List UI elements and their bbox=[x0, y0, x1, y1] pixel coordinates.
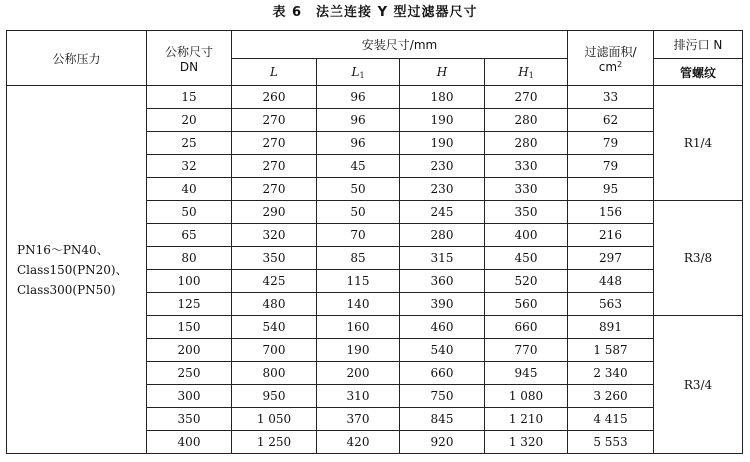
cell-dn: 200 bbox=[147, 339, 232, 362]
cell-area: 563 bbox=[568, 293, 654, 316]
cell-h: 190 bbox=[400, 132, 485, 155]
header-filter-area bbox=[568, 31, 654, 86]
cell-l: 540 bbox=[232, 316, 317, 339]
cell-h1: 770 bbox=[485, 339, 568, 362]
header-filter-area-label: 过滤面积/ bbox=[584, 44, 637, 59]
header-L: L bbox=[232, 59, 317, 86]
cell-dn: 15 bbox=[147, 86, 232, 109]
cell-l1: 96 bbox=[317, 86, 400, 109]
header-drain-thread: 管螺纹 bbox=[654, 59, 743, 86]
cell-h1: 350 bbox=[485, 201, 568, 224]
cell-area: 33 bbox=[568, 86, 654, 109]
cell-area: 1 587 bbox=[568, 339, 654, 362]
cell-l1: 50 bbox=[317, 178, 400, 201]
cell-h1: 280 bbox=[485, 132, 568, 155]
cell-l: 270 bbox=[232, 132, 317, 155]
cell-l: 480 bbox=[232, 293, 317, 316]
cell-l1: 96 bbox=[317, 109, 400, 132]
cell-l1: 50 bbox=[317, 201, 400, 224]
cell-area: 79 bbox=[568, 155, 654, 178]
cell-dn: 40 bbox=[147, 178, 232, 201]
cell-area: 3 260 bbox=[568, 385, 654, 408]
cell-area: 216 bbox=[568, 224, 654, 247]
cell-h: 660 bbox=[400, 362, 485, 385]
cell-dn: 250 bbox=[147, 362, 232, 385]
cell-h1: 945 bbox=[485, 362, 568, 385]
cell-h: 920 bbox=[400, 431, 485, 454]
cell-l1: 140 bbox=[317, 293, 400, 316]
cell-h1: 560 bbox=[485, 293, 568, 316]
cell-h: 280 bbox=[400, 224, 485, 247]
cell-l: 1 050 bbox=[232, 408, 317, 431]
cell-h: 460 bbox=[400, 316, 485, 339]
header-install-size: 安装尺寸/mm bbox=[232, 31, 568, 59]
cell-h: 390 bbox=[400, 293, 485, 316]
cell-h: 750 bbox=[400, 385, 485, 408]
pressure-line: Class150(PN20)、 bbox=[17, 262, 128, 277]
cell-dn: 100 bbox=[147, 270, 232, 293]
cell-l: 425 bbox=[232, 270, 317, 293]
drain-thread-cell: R1/4 bbox=[654, 86, 743, 201]
header-H1: $H_1$ bbox=[485, 59, 568, 86]
cell-h: 245 bbox=[400, 201, 485, 224]
cell-h: 190 bbox=[400, 109, 485, 132]
table-body bbox=[7, 86, 743, 454]
pressure-cell bbox=[7, 86, 147, 454]
drain-thread-cell: R3/8 bbox=[654, 201, 743, 316]
cell-l1: 85 bbox=[317, 247, 400, 270]
cell-dn: 300 bbox=[147, 385, 232, 408]
cell-area: 297 bbox=[568, 247, 654, 270]
cell-h: 845 bbox=[400, 408, 485, 431]
cell-l1: 200 bbox=[317, 362, 400, 385]
cell-h1: 1 320 bbox=[485, 431, 568, 454]
cell-l: 270 bbox=[232, 178, 317, 201]
cell-h1: 280 bbox=[485, 109, 568, 132]
cell-l: 950 bbox=[232, 385, 317, 408]
cell-h1: 660 bbox=[485, 316, 568, 339]
header-filter-area-unit: $cm^2$ bbox=[598, 59, 623, 74]
cell-dn: 80 bbox=[147, 247, 232, 270]
cell-dn: 125 bbox=[147, 293, 232, 316]
cell-dn: 32 bbox=[147, 155, 232, 178]
cell-l: 800 bbox=[232, 362, 317, 385]
pressure-line: Class300(PN50) bbox=[17, 282, 116, 297]
cell-h1: 1 080 bbox=[485, 385, 568, 408]
cell-dn: 65 bbox=[147, 224, 232, 247]
cell-area: 2 340 bbox=[568, 362, 654, 385]
cell-l: 270 bbox=[232, 109, 317, 132]
cell-l: 320 bbox=[232, 224, 317, 247]
header-drain: 排污口 N bbox=[654, 31, 743, 59]
header-dn-label: DN bbox=[179, 59, 199, 74]
cell-l1: 96 bbox=[317, 132, 400, 155]
cell-h: 180 bbox=[400, 86, 485, 109]
cell-area: 79 bbox=[568, 132, 654, 155]
cell-l1: 160 bbox=[317, 316, 400, 339]
cell-l1: 370 bbox=[317, 408, 400, 431]
cell-h1: 400 bbox=[485, 224, 568, 247]
cell-h1: 450 bbox=[485, 247, 568, 270]
cell-l: 260 bbox=[232, 86, 317, 109]
drain-thread-cell: R3/4 bbox=[654, 316, 743, 454]
cell-dn: 400 bbox=[147, 431, 232, 454]
cell-h1: 1 210 bbox=[485, 408, 568, 431]
cell-h: 540 bbox=[400, 339, 485, 362]
cell-h1: 330 bbox=[485, 155, 568, 178]
cell-dn: 150 bbox=[147, 316, 232, 339]
cell-h1: 270 bbox=[485, 86, 568, 109]
cell-l1: 45 bbox=[317, 155, 400, 178]
table-title: 表 6 法兰连接 Y 型过滤器尺寸 bbox=[272, 5, 478, 20]
cell-h: 230 bbox=[400, 155, 485, 178]
cell-h: 360 bbox=[400, 270, 485, 293]
cell-h1: 520 bbox=[485, 270, 568, 293]
cell-h1: 330 bbox=[485, 178, 568, 201]
cell-h: 315 bbox=[400, 247, 485, 270]
cell-l: 270 bbox=[232, 155, 317, 178]
header-H: H bbox=[400, 59, 485, 86]
cell-dn: 25 bbox=[147, 132, 232, 155]
cell-l1: 115 bbox=[317, 270, 400, 293]
cell-dn: 20 bbox=[147, 109, 232, 132]
pressure-line: PN16～PN40、 bbox=[17, 242, 109, 257]
cell-area: 891 bbox=[568, 316, 654, 339]
dimensions-table bbox=[6, 30, 743, 454]
cell-l1: 190 bbox=[317, 339, 400, 362]
cell-area: 5 553 bbox=[568, 431, 654, 454]
cell-dn: 350 bbox=[147, 408, 232, 431]
cell-h: 230 bbox=[400, 178, 485, 201]
cell-l: 1 250 bbox=[232, 431, 317, 454]
cell-l: 350 bbox=[232, 247, 317, 270]
cell-l: 700 bbox=[232, 339, 317, 362]
table-row bbox=[7, 86, 743, 109]
header-L1: $L_1$ bbox=[317, 59, 400, 86]
cell-area: 95 bbox=[568, 178, 654, 201]
cell-area: 62 bbox=[568, 109, 654, 132]
cell-l1: 70 bbox=[317, 224, 400, 247]
header-nominal-size-label: 公称尺寸 bbox=[164, 44, 213, 59]
cell-l: 290 bbox=[232, 201, 317, 224]
cell-area: 156 bbox=[568, 201, 654, 224]
cell-area: 4 415 bbox=[568, 408, 654, 431]
cell-l1: 420 bbox=[317, 431, 400, 454]
header-nominal-size bbox=[147, 31, 232, 86]
header-pressure: 公称压力 bbox=[7, 31, 147, 86]
cell-dn: 50 bbox=[147, 201, 232, 224]
cell-area: 448 bbox=[568, 270, 654, 293]
cell-l1: 310 bbox=[317, 385, 400, 408]
